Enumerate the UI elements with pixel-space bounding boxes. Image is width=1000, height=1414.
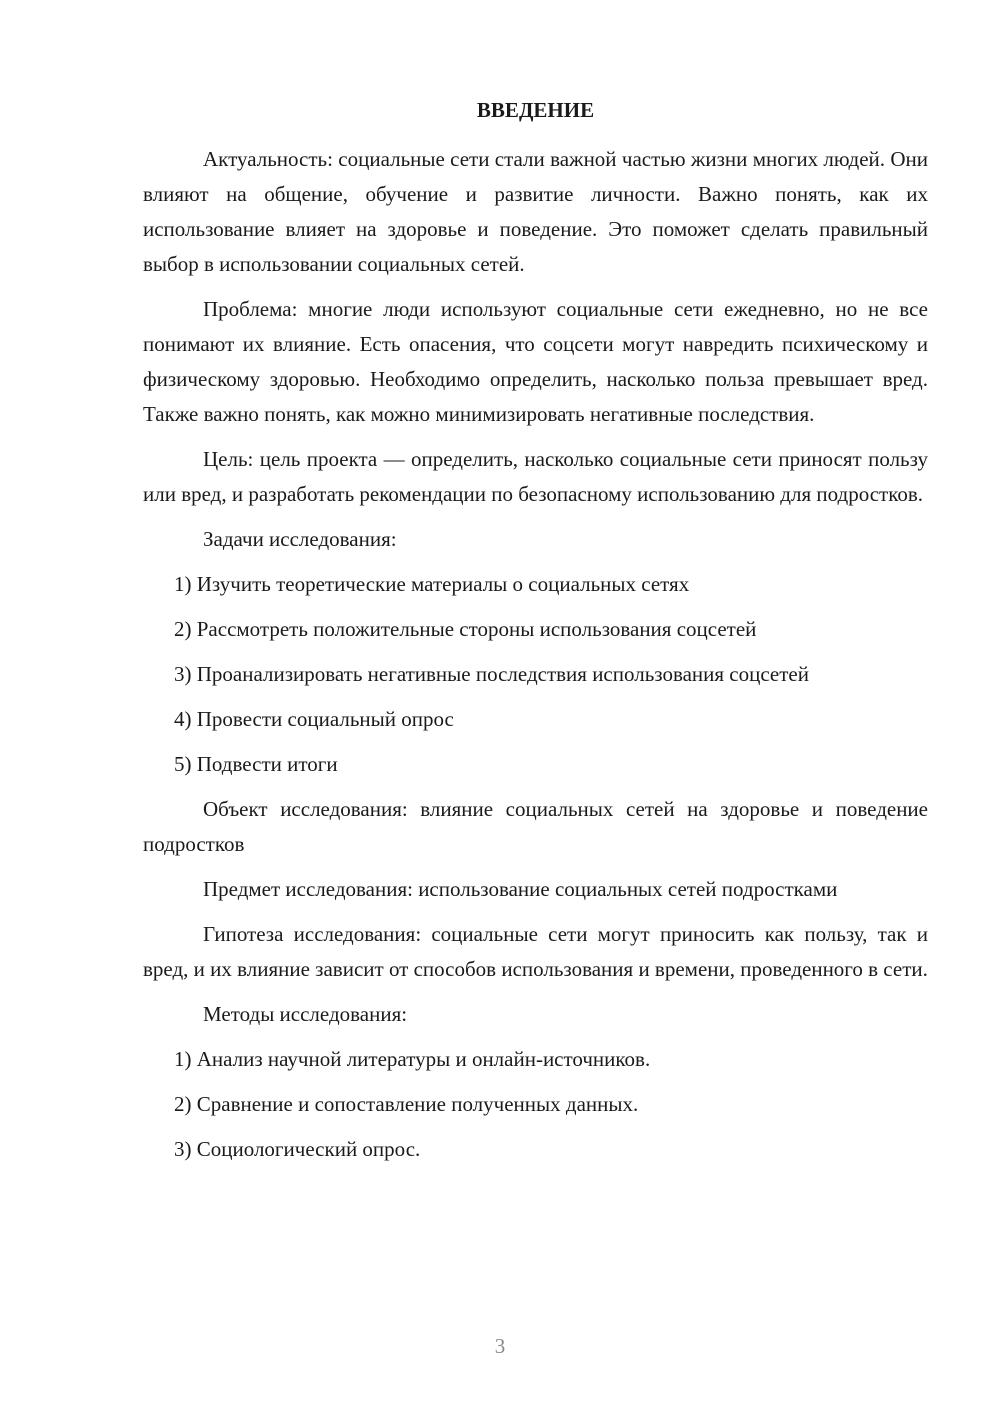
task-item: 5) Подвести итоги [174,752,338,776]
relevance-paragraph: Актуальность: социальные сети стали важной частью жизни многих людей. Они влияют на общение, обучение и развитие личности. Важно понять, как их использование влияет на здоровье и поведение. Это поможет сделать правильный выбор в использовании социальных сетей. [143,147,928,276]
task-item: 4) Провести социальный опрос [174,707,454,731]
tasks-list [143,567,928,782]
object-paragraph: Объект исследования: влияние социальных сетей на здоровье и поведение подростков [143,797,928,856]
page-number: 3 [494,1334,506,1358]
document-page [143,95,928,1177]
methods-list [143,1042,928,1167]
goal-paragraph: Цель: цель проекта — определить, насколько социальные сети приносят пользу или вред, и разработать рекомендации по безопасному использованию для подростков. [143,447,928,506]
tasks-heading: Задачи исследования: [203,527,397,551]
task-item: 3) Проанализировать негативные последствия использования соцсетей [174,662,809,686]
method-item: 1) Анализ научной литературы и онлайн-источников. [174,1047,651,1071]
method-item: 2) Сравнение и сопоставление полученных данных. [174,1092,639,1116]
hypothesis-paragraph: Гипотеза исследования: социальные сети могут приносить как пользу, так и вред, и их влияние зависит от способов использования и времени, проведенного в сети. [143,922,928,981]
page-title: ВВЕДЕНИЕ [476,98,595,122]
method-item: 3) Социологический опрос. [174,1137,421,1161]
problem-paragraph: Проблема: многие люди используют социальные сети ежедневно, но не все понимают их влияние. Есть опасения, что соцсети могут навредить психическому и физическому здоровью. Необходимо определить, насколько польза превышает вред. Также важно понять, как можно минимизировать негативные последствия. [143,297,928,426]
methods-heading: Методы исследования: [203,1002,408,1026]
task-item: 1) Изучить теоретические материалы о социальных сетях [174,572,690,596]
subject-paragraph: Предмет исследования: использование социальных сетей подростками [203,877,838,901]
task-item: 2) Рассмотреть положительные стороны использования соцсетей [174,617,757,641]
